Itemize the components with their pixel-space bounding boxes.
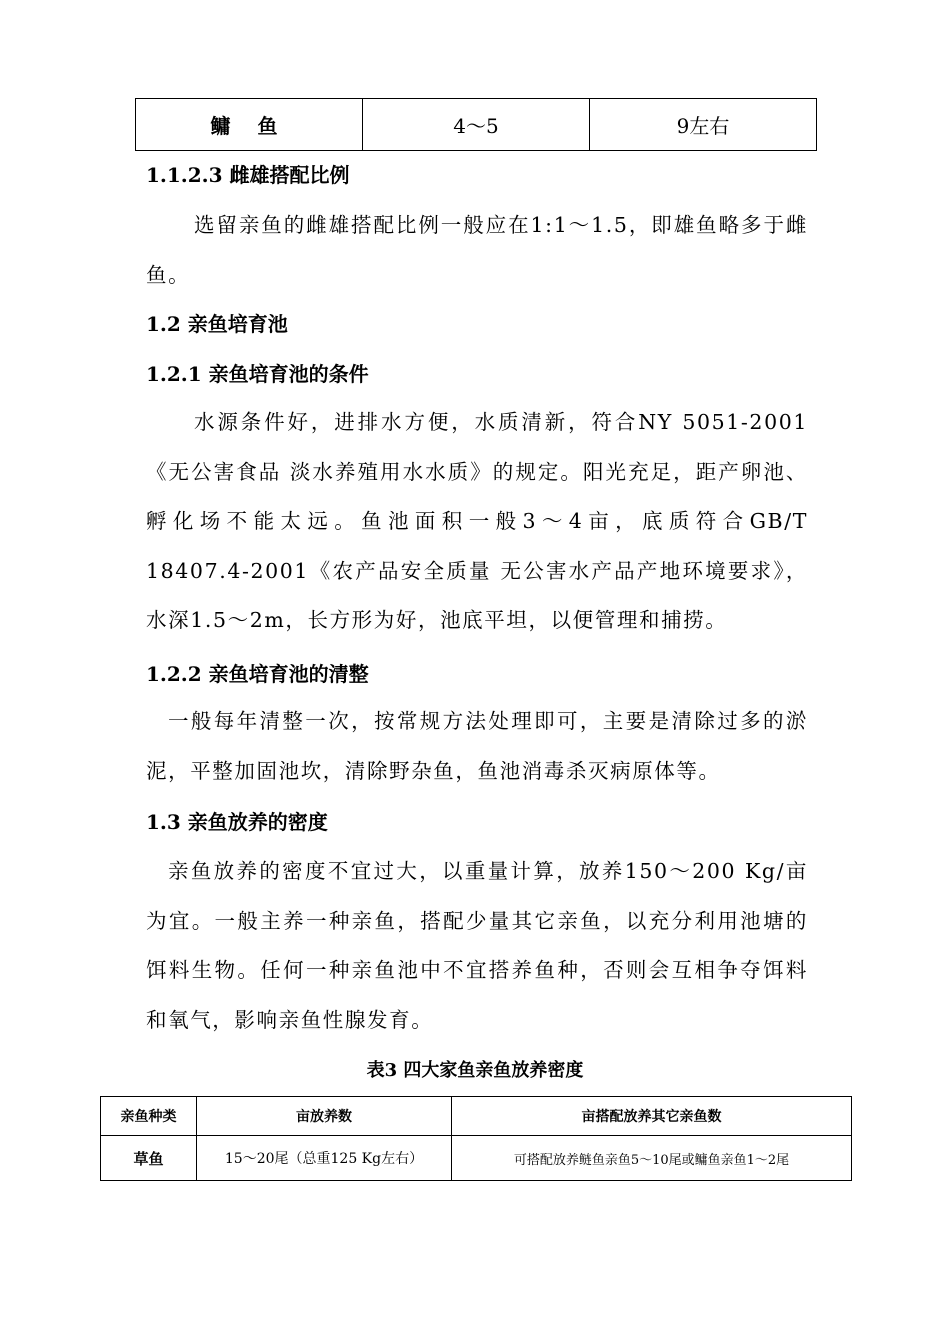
- column-header: 亲鱼种类: [101, 1097, 197, 1136]
- heading-1-2: 1.2 亲鱼培育池: [146, 312, 288, 336]
- heading-1-2-1: 1.2.1 亲鱼培育池的条件: [146, 362, 369, 386]
- column-header: 亩放养数: [197, 1097, 452, 1136]
- table-caption: 表3 四大家鱼亲鱼放养密度: [366, 1060, 584, 1081]
- paragraph-pond-conditions: 水源条件好，进排水方便，水质清新，符合NY 5051-2001《无公害食品 淡水养殖用水水质》的规定。阳光充足，距产卵池、孵化场不能太远。鱼池面积一般3～4亩，底质符合GB/T 18407.4-2001《农产品安全质量 无公害水产品产地环境要求》，水深1.5～2m，长方形为好，池底平坦，以便管理和捕捞。: [146, 410, 808, 632]
- ratio-cell: 4～5: [363, 99, 590, 151]
- stocking-density-table: [100, 1096, 852, 1181]
- table-row: [136, 99, 817, 151]
- species-cell: 草鱼: [101, 1136, 197, 1181]
- table-row: [101, 1136, 852, 1181]
- stocking-count-cell: 15～20尾（总重125 Kg左右）: [197, 1136, 452, 1181]
- top-table: [135, 98, 817, 151]
- weight-cell: 9左右: [590, 99, 817, 151]
- paragraph-pond-cleaning: 一般每年清整一次，按常规方法处理即可，主要是清除过多的淤泥，平整加固池坎，清除野杂鱼，鱼池消毒杀灭病原体等。: [146, 709, 808, 783]
- column-header: 亩搭配放养其它亲鱼数: [452, 1097, 852, 1136]
- heading-1-3: 1.3 亲鱼放养的密度: [146, 810, 328, 834]
- fish-name-cell: 鳙 鱼: [136, 99, 363, 151]
- heading-1-2-2: 1.2.2 亲鱼培育池的清整: [146, 662, 369, 686]
- paragraph-sex-ratio: 选留亲鱼的雌雄搭配比例一般应在1:1～1.5，即雄鱼略多于雌鱼。: [146, 213, 808, 287]
- companion-stocking-cell: 可搭配放养鲢鱼亲鱼5～10尾或鳙鱼亲鱼1～2尾: [452, 1136, 852, 1181]
- table-header-row: [101, 1097, 852, 1136]
- heading-1-1-2-3: 1.1.2.3 雌雄搭配比例: [146, 163, 350, 187]
- paragraph-stocking-density: 亲鱼放养的密度不宜过大，以重量计算，放养150～200 Kg/亩为宜。一般主养一种亲鱼，搭配少量其它亲鱼，以充分利用池塘的饵料生物。任何一种亲鱼池中不宜搭养鱼种，否则会互相争夺饵料和氧气，影响亲鱼性腺发育。: [146, 859, 808, 1032]
